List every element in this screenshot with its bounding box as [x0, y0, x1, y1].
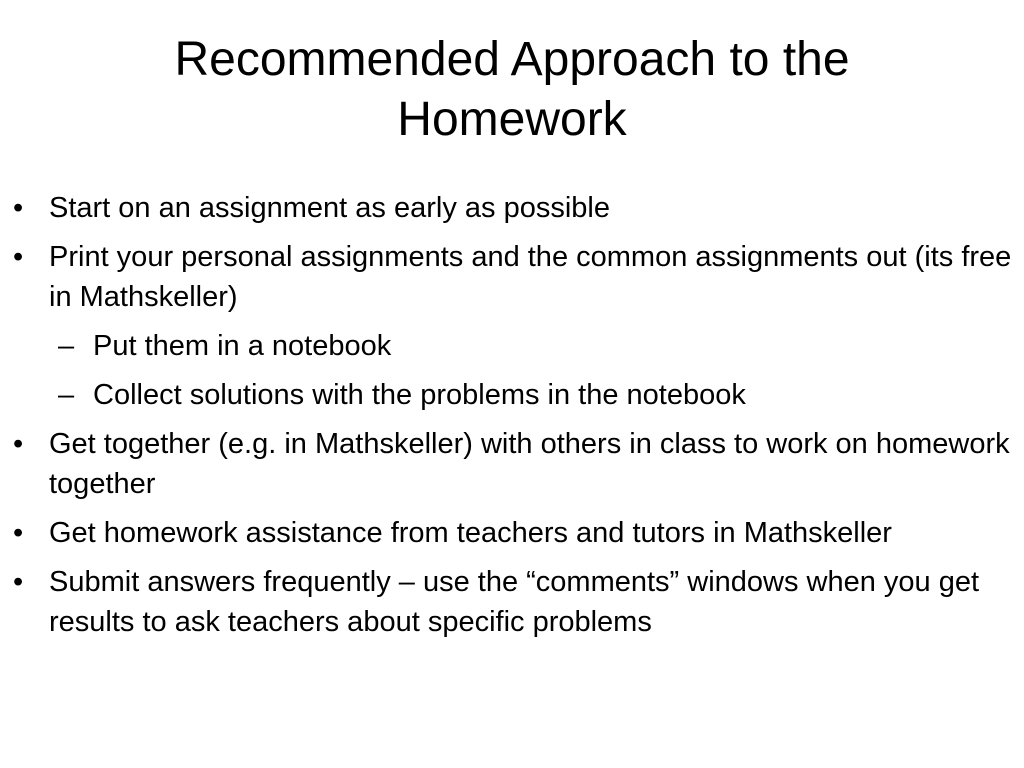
sub-bullet-marker: –	[58, 330, 75, 362]
bullet-item	[0, 562, 1024, 642]
bullet-item	[0, 188, 1024, 228]
bullet-list	[0, 188, 1024, 651]
bullet-item	[0, 424, 1024, 504]
bullet-marker: •	[13, 517, 24, 549]
bullet-marker: •	[13, 241, 24, 273]
bullet-item	[0, 237, 1024, 317]
bullet-text: Get homework assistance from teachers and tutors in Mathskeller	[49, 517, 892, 549]
bullet-marker: •	[13, 566, 24, 598]
bullet-text: Print your personal assignments and the common assignments out (its free in Mathskeller)	[49, 241, 1012, 313]
bullet-text: Get together (e.g. in Mathskeller) with others in class to work on homework together	[49, 428, 1010, 500]
bullet-text: Start on an assignment as early as possible	[49, 192, 610, 224]
bullet-marker: •	[13, 428, 24, 460]
sub-bullet-text: Collect solutions with the problems in the notebook	[93, 379, 746, 411]
sub-bullet-text: Put them in a notebook	[93, 330, 392, 362]
sub-bullet-item	[0, 326, 1024, 366]
sub-bullet-item	[0, 375, 1024, 415]
sub-bullet-marker: –	[58, 379, 75, 411]
bullet-text: Submit answers frequently – use the “comments” windows when you get results to ask teachers about specific problems	[49, 566, 980, 638]
bullet-marker: •	[13, 192, 24, 224]
slide-title: Recommended Approach to the Homework	[174, 33, 850, 146]
bullet-item	[0, 513, 1024, 553]
